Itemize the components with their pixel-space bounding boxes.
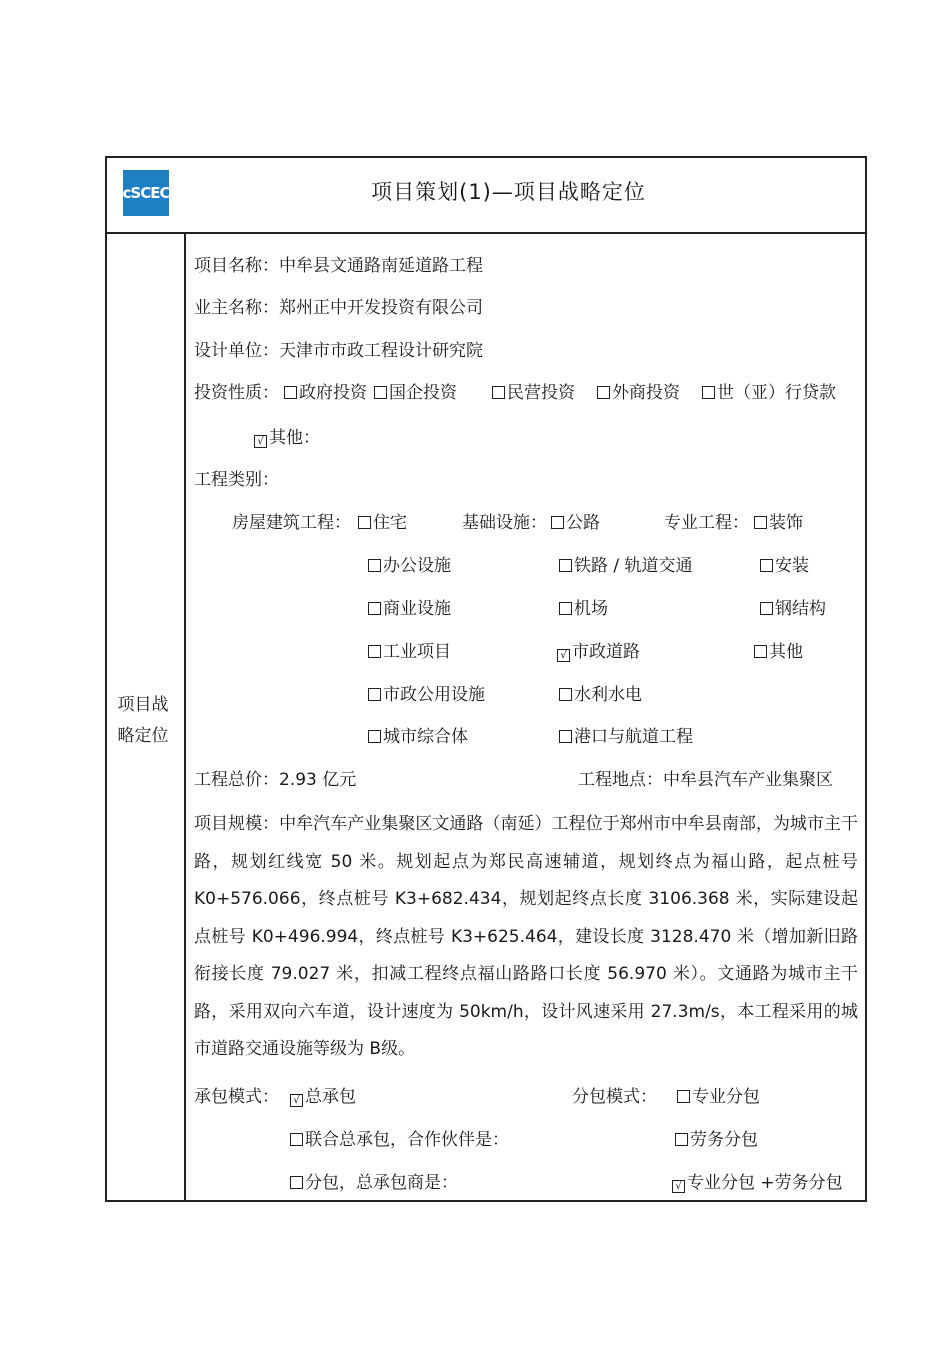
checkbox-icon (559, 688, 572, 701)
category-steel-structure[interactable]: 钢结构 (760, 594, 826, 619)
subcontract-professional[interactable]: 专业分包 (677, 1082, 760, 1107)
project-scale-text: 项目规模：中牟汽车产业集聚区文通路（南延）工程位于郑州市中牟县南部，为城市主干路，规划红线宽 50 米。规划起点为郑民高速辅道，规划终点为福山路，起点桩号 K0+576.066，终点桩号 K3+682.434，规划起终点长度 3106.368 米，实际建设起点桩号 K0+496.994，终点桩号 K3+625.464，建设长度 3128.470 米（增加新旧路衔接长度 79.027 米，扣减工程终点福山路路口长度 56.970 米）。文通路为城市主干路，采用双向六车道，设计速度为 50km/h，设计风速采用 27.3m/s，本工程采用的城市道路交通设施等级为 B级。 (194, 814, 858, 1059)
checkbox-icon (559, 730, 572, 743)
investment-option-government[interactable]: 政府投资 (284, 378, 367, 403)
checkbox-icon (597, 386, 610, 399)
category-decoration[interactable]: 装饰 (754, 508, 803, 533)
design-unit: 设计单位：天津市市政工程设计研究院 (194, 341, 483, 361)
investment-label: 投资性质： (194, 383, 279, 403)
category-industrial[interactable]: 工业项目 (368, 637, 451, 662)
category-municipal-utilities[interactable]: 市政公用设施 (368, 680, 485, 705)
category-commercial[interactable]: 商业设施 (368, 594, 451, 619)
total-cost: 工程总价：2.93 亿元 (194, 770, 357, 790)
checkbox-icon (492, 386, 505, 399)
checkbox-icon (702, 386, 715, 399)
logo-text: cSCEC (122, 184, 170, 202)
page-title: 项目策划(1)—项目战略定位 (371, 180, 646, 204)
checked-checkbox-icon: √ (557, 649, 570, 662)
checkbox-icon (760, 602, 773, 615)
checkbox-icon (368, 730, 381, 743)
category-urban-complex[interactable]: 城市综合体 (368, 722, 468, 747)
checked-checkbox-icon: √ (672, 1180, 685, 1193)
building-works-title: 房屋建筑工程： (232, 513, 351, 533)
category-highway[interactable]: 公路 (551, 508, 600, 533)
header-divider (105, 232, 867, 234)
subcontract-professional-labor[interactable]: √ 专业分包 +劳务分包 (672, 1168, 843, 1193)
checkbox-icon (559, 602, 572, 615)
category-other[interactable]: 其他 (754, 637, 803, 662)
contract-mode-label: 承包模式： (194, 1087, 279, 1107)
checkbox-icon (559, 559, 572, 572)
checkbox-icon (754, 516, 767, 529)
checkbox-icon (368, 688, 381, 701)
category-municipal-road[interactable]: √ 市政道路 (557, 637, 640, 662)
investment-option-worldbank[interactable]: 世（亚）行贷款 (702, 378, 836, 403)
checkbox-icon (551, 516, 564, 529)
column-divider (184, 233, 186, 1201)
contract-joint[interactable]: 联合总承包，合作伙伴是： (290, 1125, 509, 1150)
contract-general[interactable]: √ 总承包 (290, 1082, 356, 1107)
checked-checkbox-icon: √ (254, 435, 267, 448)
checkbox-icon (760, 559, 773, 572)
contract-sub[interactable]: 分包，总承包商是： (290, 1168, 458, 1193)
checkbox-icon (368, 559, 381, 572)
category-railway[interactable]: 铁路 / 轨道交通 (559, 551, 693, 576)
investment-option-private[interactable]: 民营投资 (492, 378, 575, 403)
checkbox-icon (290, 1176, 303, 1189)
checkbox-icon (677, 1090, 690, 1103)
category-label: 工程类别： (194, 470, 279, 490)
checkbox-icon (290, 1133, 303, 1146)
category-office[interactable]: 办公设施 (368, 551, 451, 576)
owner-name: 业主名称：郑州正中开发投资有限公司 (194, 298, 483, 318)
checked-checkbox-icon: √ (290, 1094, 303, 1107)
infrastructure-title: 基础设施： (462, 513, 547, 533)
cscec-logo (123, 170, 169, 216)
checkbox-icon (368, 645, 381, 658)
project-location: 工程地点：中牟县汽车产业集聚区 (578, 770, 833, 790)
special-works-title: 专业工程： (664, 513, 749, 533)
investment-option-other[interactable]: √ 其他： (254, 423, 320, 448)
investment-option-state[interactable]: 国企投资 (374, 378, 457, 403)
investment-option-foreign[interactable]: 外商投资 (597, 378, 680, 403)
category-port-waterway[interactable]: 港口与航道工程 (559, 722, 693, 747)
checkbox-icon (675, 1133, 688, 1146)
category-airport[interactable]: 机场 (559, 594, 608, 619)
category-installation[interactable]: 安装 (760, 551, 809, 576)
checkbox-icon (284, 386, 297, 399)
checkbox-icon (754, 645, 767, 658)
category-residential[interactable]: 住宅 (358, 508, 407, 533)
project-name: 项目名称：中牟县文通路南延道路工程 (194, 256, 483, 276)
checkbox-icon (368, 602, 381, 615)
subcontract-labor[interactable]: 劳务分包 (675, 1125, 758, 1150)
checkbox-icon (358, 516, 371, 529)
category-water-conservancy[interactable]: 水利水电 (559, 680, 642, 705)
checkbox-icon (374, 386, 387, 399)
side-label: 项目战略定位 (117, 695, 169, 746)
subcontract-mode-label: 分包模式： (572, 1087, 657, 1107)
